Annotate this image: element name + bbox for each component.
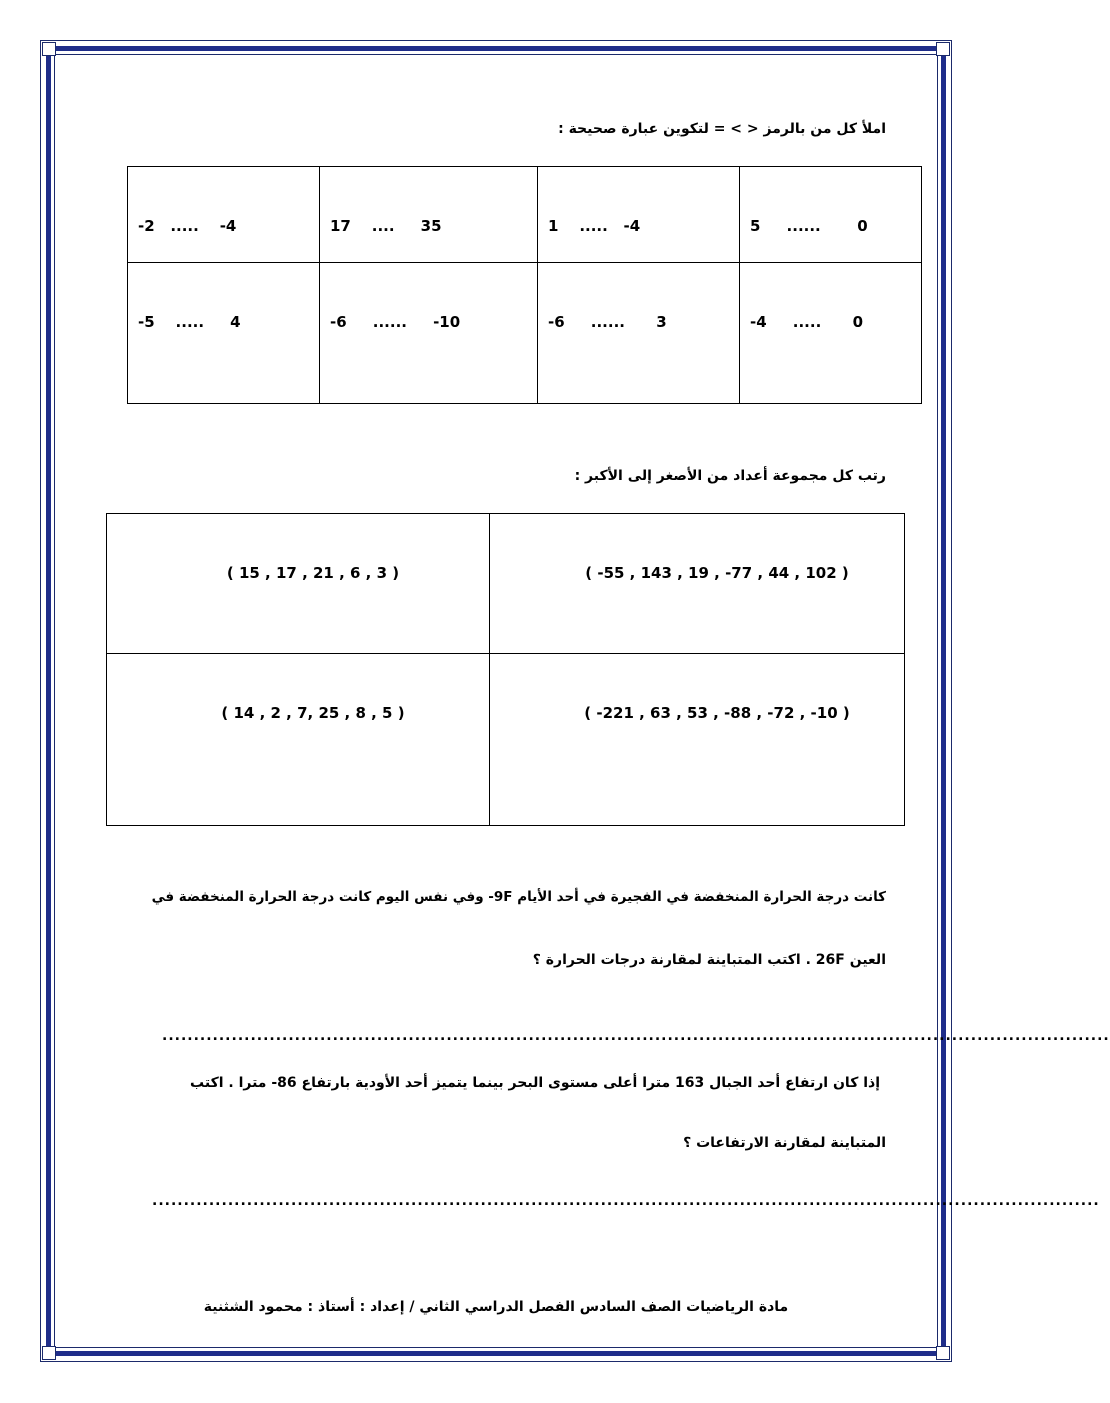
border-corner-top-left — [42, 42, 56, 56]
comparison-cell[interactable]: -2 ..... -4 — [128, 167, 320, 263]
footer-text: مادة الرياضيات الصف السادس الفصل الدراسي الثاني / إعداد : أستاذ : محمود الشثنية — [203, 1299, 789, 1315]
ordering-cell[interactable]: ( -221 , 63 , 53 , -88 , -72 , -10 ) — [490, 654, 905, 826]
comparison-row — [128, 167, 922, 263]
ordering-row — [107, 654, 905, 826]
comparison-instruction: املأ كل من بالرمز < > = لتكوين عبارة صحيحة : — [558, 121, 886, 137]
comparison-cell[interactable]: -6 ...... 3 — [538, 263, 740, 404]
answer-line-2[interactable]: ...................................................................................................................................................... — [152, 1193, 1100, 1209]
problem2-line2: المتباينة لمقارنة الارتفاعات ؟ — [683, 1135, 886, 1151]
comparison-table — [127, 166, 922, 404]
border-corner-top-right — [936, 42, 950, 56]
ordering-cell[interactable]: ( -55 , 143 , 19 , -77 , 44 , 102 ) — [490, 514, 905, 654]
comparison-cell[interactable]: 5 ...... 0 — [740, 167, 922, 263]
answer-line-1[interactable]: ...................................................................................................................................................... — [162, 1028, 1110, 1044]
border-corner-bottom-right — [936, 1346, 950, 1360]
comparison-cell[interactable]: -6 ...... -10 — [320, 263, 538, 404]
comparison-cell[interactable]: -4 ..... 0 — [740, 263, 922, 404]
ordering-cell[interactable]: ( 14 , 2 , 7, 25 , 8 , 5 ) — [107, 654, 490, 826]
ordering-instruction: رتب كل مجموعة أعداد من الأصغر إلى الأكبر : — [574, 468, 886, 484]
page-footer — [0, 1299, 992, 1315]
ordering-table — [106, 513, 905, 826]
border-corner-bottom-left — [42, 1346, 56, 1360]
comparison-cell[interactable]: 1 ..... -4 — [538, 167, 740, 263]
ordering-row — [107, 514, 905, 654]
comparison-cell[interactable]: -5 ..... 4 — [128, 263, 320, 404]
problem2-line1: إذا كان ارتفاع أحد الجبال 163 مترا أعلى مستوى البحر بينما يتميز أحد الأودية بارتفاع 86- مترا . اكتب — [190, 1075, 880, 1091]
comparison-cell[interactable]: 17 .... 35 — [320, 167, 538, 263]
ordering-cell[interactable]: ( 15 , 17 , 21 , 6 , 3 ) — [107, 514, 490, 654]
problem1-line1: كانت درجة الحرارة المنخفضة في الفجيرة في أحد الأيام 9F- وفي نفس اليوم كانت درجة الحرارة المنخفضة في — [151, 889, 886, 905]
comparison-row — [128, 263, 922, 404]
problem1-line2: العين 26F . اكتب المتباينة لمقارنة درجات الحرارة ؟ — [532, 952, 886, 968]
